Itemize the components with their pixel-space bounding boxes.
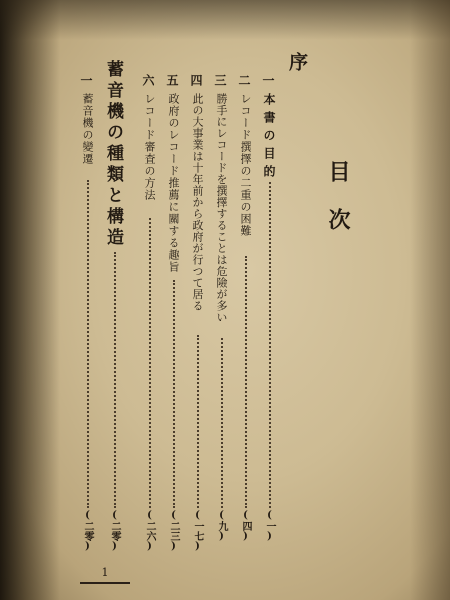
entry-number: 一 — [261, 74, 275, 86]
entry-title: レコード審査の方法 — [143, 93, 156, 201]
page-number: 1 — [101, 566, 109, 579]
dot-leader — [114, 252, 116, 508]
entry-number: 一 — [79, 74, 93, 86]
binding-shadow — [0, 0, 60, 600]
entry-title: 本書の目的 — [262, 93, 276, 183]
entry-page: (二零) — [82, 510, 93, 552]
dot-leader — [173, 280, 175, 508]
entry-number: 六 — [141, 74, 155, 86]
entry-title: 勝手にレコードを撰擇することは危險が多い — [215, 93, 228, 323]
dot-leader — [87, 180, 89, 508]
entry-number: 三 — [213, 74, 227, 86]
preface-heading: 序 — [286, 52, 308, 75]
chapter-heading: 蓄音機の種類と構造 — [103, 60, 123, 249]
entry-page: (四) — [240, 510, 251, 542]
chapter-page: (二零) — [109, 510, 120, 552]
entry-number: 五 — [165, 74, 179, 86]
entry-page: (二三) — [168, 510, 179, 552]
entry-title: 蓄音機の變遷 — [81, 93, 94, 165]
entry-page: (一) — [264, 510, 275, 542]
dot-leader — [149, 218, 151, 508]
toc-title: 目次 — [325, 160, 351, 256]
entry-number: 二 — [237, 74, 251, 86]
entry-number: 四 — [189, 74, 203, 86]
folio-rule — [80, 582, 130, 584]
dot-leader — [269, 182, 271, 508]
entry-page: (九) — [216, 510, 227, 542]
entry-title: レコード撰擇の二重の困難 — [239, 93, 252, 237]
edge-shadow — [410, 0, 450, 600]
dot-leader — [197, 335, 199, 508]
dot-leader — [245, 256, 247, 508]
entry-title: 政府のレコード推薦に關する趣旨 — [167, 93, 180, 273]
dot-leader — [221, 338, 223, 508]
entry-page: (二六) — [144, 510, 155, 552]
top-shadow — [0, 0, 450, 40]
entry-title: 此の大事業は十年前から政府が行つて居る — [191, 93, 204, 312]
entry-page: (一七) — [192, 510, 203, 552]
